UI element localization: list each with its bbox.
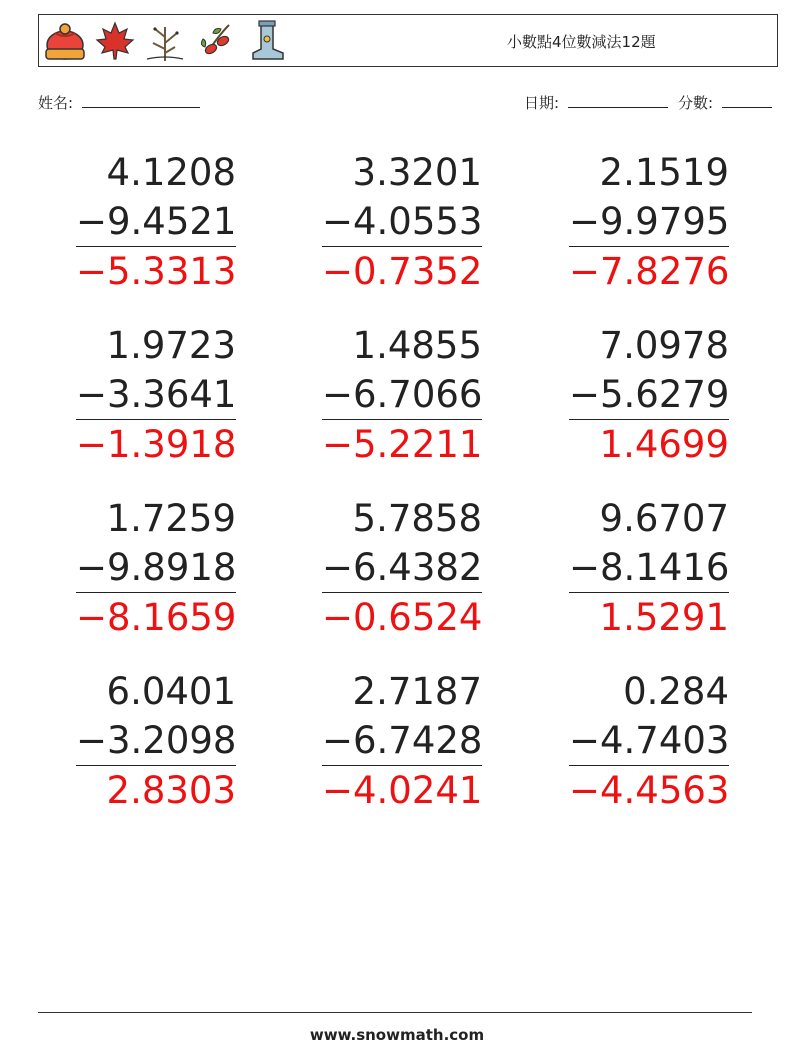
header-icons bbox=[43, 19, 287, 63]
minuend: 4.1208 bbox=[106, 151, 236, 194]
minuend: 3.3201 bbox=[352, 151, 482, 194]
minuend: 6.0401 bbox=[106, 670, 236, 713]
minuend: 2.7187 bbox=[352, 670, 482, 713]
knit-hat-icon bbox=[43, 19, 87, 63]
problem-11 bbox=[322, 667, 482, 815]
subtrahend: −6.4382 bbox=[322, 543, 482, 593]
problem-8 bbox=[322, 494, 482, 642]
worksheet-header bbox=[38, 14, 778, 67]
minuend: 1.4855 bbox=[352, 324, 482, 367]
answer: −4.4563 bbox=[569, 769, 730, 812]
subtrahend: −3.2098 bbox=[76, 716, 236, 766]
date-field[interactable] bbox=[524, 92, 668, 113]
date-label: 日期: bbox=[524, 94, 560, 112]
answer: −8.1659 bbox=[76, 596, 237, 639]
problem-7 bbox=[76, 494, 236, 642]
subtrahend: −4.0553 bbox=[322, 197, 482, 247]
minuend: 5.7858 bbox=[352, 497, 482, 540]
answer: −0.6524 bbox=[322, 596, 483, 639]
rosehip-berries-icon bbox=[193, 19, 237, 63]
answer: 1.5291 bbox=[599, 596, 729, 639]
minuend: 7.0978 bbox=[599, 324, 729, 367]
answer: −1.3918 bbox=[76, 423, 237, 466]
problem-6 bbox=[569, 321, 729, 469]
answer: −7.8276 bbox=[569, 250, 730, 293]
minuend: 2.1519 bbox=[599, 151, 729, 194]
problem-4 bbox=[76, 321, 236, 469]
answer: −0.7352 bbox=[322, 250, 483, 293]
name-label: 姓名: bbox=[38, 94, 74, 112]
subtrahend: −6.7428 bbox=[322, 716, 482, 766]
subtrahend: −3.3641 bbox=[76, 370, 236, 420]
answer: −4.0241 bbox=[322, 769, 483, 812]
problem-10 bbox=[76, 667, 236, 815]
rain-boot-icon bbox=[243, 19, 287, 63]
score-field[interactable] bbox=[678, 92, 772, 113]
answer: 2.8303 bbox=[106, 769, 236, 812]
answer: −5.2211 bbox=[322, 423, 483, 466]
score-label: 分數: bbox=[678, 94, 714, 112]
maple-leaf-icon bbox=[93, 19, 137, 63]
answer: 1.4699 bbox=[599, 423, 729, 466]
answer: −5.3313 bbox=[76, 250, 237, 293]
minuend: 1.9723 bbox=[106, 324, 236, 367]
problem-2 bbox=[322, 148, 482, 296]
problem-5 bbox=[322, 321, 482, 469]
subtrahend: −9.4521 bbox=[76, 197, 236, 247]
minuend: 9.6707 bbox=[599, 497, 729, 540]
worksheet-title: 小數點4位數減法12題 bbox=[507, 33, 656, 51]
name-line bbox=[82, 93, 200, 108]
problem-3 bbox=[569, 148, 729, 296]
date-line bbox=[568, 93, 668, 108]
subtrahend: −5.6279 bbox=[569, 370, 729, 420]
subtrahend: −9.8918 bbox=[76, 543, 236, 593]
footer-divider bbox=[38, 1012, 752, 1013]
subtrahend: −8.1416 bbox=[569, 543, 729, 593]
problem-12 bbox=[569, 667, 729, 815]
subtrahend: −4.7403 bbox=[569, 716, 729, 766]
subtrahend: −9.9795 bbox=[569, 197, 729, 247]
minuend: 0.284 bbox=[623, 670, 729, 713]
footer-site: www.snowmath.com bbox=[309, 1026, 485, 1044]
problem-1 bbox=[76, 148, 236, 296]
score-line bbox=[722, 93, 772, 108]
bare-branch-icon bbox=[143, 19, 187, 63]
subtrahend: −6.7066 bbox=[322, 370, 482, 420]
name-field[interactable] bbox=[38, 92, 200, 113]
problem-9 bbox=[569, 494, 729, 642]
minuend: 1.7259 bbox=[106, 497, 236, 540]
